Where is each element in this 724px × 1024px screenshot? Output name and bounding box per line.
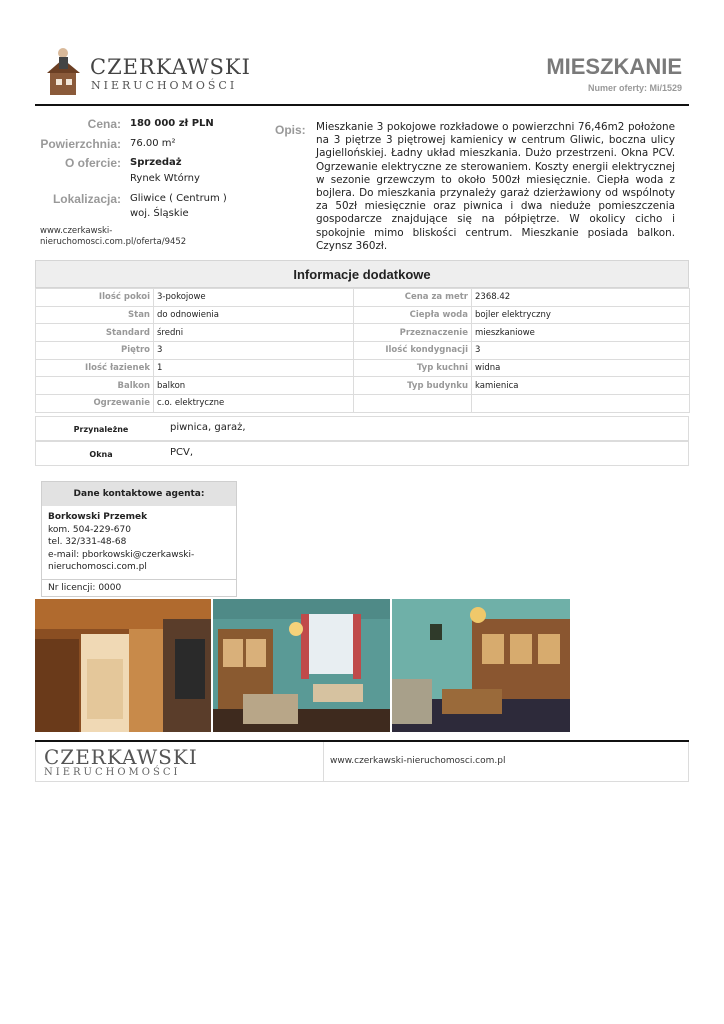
info-row [36, 306, 690, 324]
info-key: Przeznaczenie [354, 324, 472, 342]
info-value: do odnowienia [154, 306, 354, 324]
logo-brand-text: CZERKAWSKI [90, 55, 251, 79]
info-key: Stan [36, 306, 154, 324]
info-value: 2368.42 [472, 289, 690, 307]
info-value: 3-pokojowe [154, 289, 354, 307]
logo-figure-icon [44, 45, 84, 97]
agent-card-title: Dane kontaktowe agenta: [42, 482, 236, 506]
agent-mobile: kom. 504-229-670 [48, 524, 131, 535]
footer-website-link[interactable]: www.czerkawski-nieruchomosci.com.pl [330, 756, 506, 766]
appurtenances-label: Przynależne [73, 425, 129, 434]
footer-separator [323, 742, 324, 782]
description-text: Mieszkanie 3 pokojowe rozkładowe o powierzchni 76,46m2 położone na 3 piętrze 3 piętrowej kamienicy w centrum Gliwic, boczna ulicy Jagiellońskiej. Ładny układ mieszkania. Dużo przestrzeni. Okna PCV. Ogrzewanie elektryczne ze sterowaniem. Koszty energii elektrycznej w sezonie grzewczym to około 500zł miesięcznie. Ciepła woda z bojlera. Do mieszkania przynależy garaż dzierżawiony od wspólnoty za 50zł miesięcznie oraz piwnica i dwa nieduże pomieszczenia gospodarcze znajdujące się na półpiętrze. W okolicy cicho i spokojnie mimo bliskości centrum. Mieszkanie posiada balkon. Czynsz 360zł. [316, 121, 675, 252]
info-value: balkon [154, 377, 354, 395]
footer-brand: CZERKAWSKI [44, 745, 198, 769]
info-row [36, 377, 690, 395]
info-value: bojler elektryczny [472, 306, 690, 324]
area-value: 76.00 m² [130, 138, 176, 149]
additional-info-section [35, 260, 689, 413]
price-label: Cena: [87, 117, 121, 131]
agent-name: Borkowski Przemek [48, 512, 148, 522]
offer-type: Sprzedaż [130, 157, 182, 168]
info-row [36, 289, 690, 307]
info-value: c.o. elektryczne [154, 395, 354, 413]
info-row [36, 342, 690, 360]
info-value: 3 [472, 342, 690, 360]
additional-info-title: Informacje dodatkowe [35, 260, 689, 288]
agent-phone: tel. 32/331-48-68 [48, 537, 127, 547]
info-key: Ciepła woda [354, 306, 472, 324]
info-key: Typ kuchni [354, 359, 472, 377]
info-row [36, 359, 690, 377]
info-row [36, 395, 690, 413]
info-row [36, 324, 690, 342]
property-photo-living-room[interactable] [213, 599, 390, 732]
offer-label: O ofercie: [64, 156, 121, 170]
offer-number: Numer oferty: Mi/1529 [587, 83, 682, 93]
info-value: 1 [154, 359, 354, 377]
windows-label: Okna [89, 450, 113, 459]
info-key [354, 395, 472, 413]
windows-row [35, 441, 689, 466]
info-key: Ilość pokoi [36, 289, 154, 307]
property-photo-hallway[interactable] [35, 599, 211, 732]
info-key: Piętro [36, 342, 154, 360]
info-value: mieszkaniowe [472, 324, 690, 342]
property-photo-room[interactable] [392, 599, 570, 732]
offer-url-link[interactable]: www.czerkawski-nieruchomosci.com.pl/oferta/9452 [40, 226, 187, 247]
offer-market: Rynek Wtórny [130, 173, 200, 184]
appurtenances-value: piwnica, garaż, [170, 422, 246, 433]
info-value: średni [154, 324, 354, 342]
agent-email[interactable]: e-mail: pborkowski@czerkawski-nieruchomosci.com.pl [48, 549, 195, 572]
appurtenances-row [35, 416, 689, 441]
info-key: Balkon [36, 377, 154, 395]
info-key: Cena za metr [354, 289, 472, 307]
agent-contact-card [41, 481, 237, 597]
info-key: Standard [36, 324, 154, 342]
logo-brand-subtitle: NIERUCHOMOŚCI [91, 79, 238, 92]
header-divider [35, 104, 689, 106]
description-label: Opis: [275, 123, 306, 137]
info-value: 3 [154, 342, 354, 360]
document-title: MIESZKANIE [546, 54, 682, 79]
info-value [472, 395, 690, 413]
agent-license: Nr licencji: 0000 [42, 579, 236, 596]
footer-brand-subtitle: NIERUCHOMOŚCI [44, 767, 181, 778]
info-key: Ogrzewanie [36, 395, 154, 413]
info-key: Ilość kondygnacji [354, 342, 472, 360]
location-label: Lokalizacja: [52, 192, 121, 206]
additional-info-table [35, 288, 690, 413]
location-region: woj. Śląskie [130, 208, 189, 219]
price-value: 180 000 zł PLN [130, 118, 214, 129]
location-city: Gliwice ( Centrum ) [130, 193, 227, 204]
company-logo [44, 45, 251, 100]
info-value: kamienica [472, 377, 690, 395]
area-label: Powierzchnia: [40, 137, 121, 151]
info-key: Ilość łazienek [36, 359, 154, 377]
info-key: Typ budynku [354, 377, 472, 395]
windows-value: PCV, [170, 447, 194, 458]
info-value: widna [472, 359, 690, 377]
